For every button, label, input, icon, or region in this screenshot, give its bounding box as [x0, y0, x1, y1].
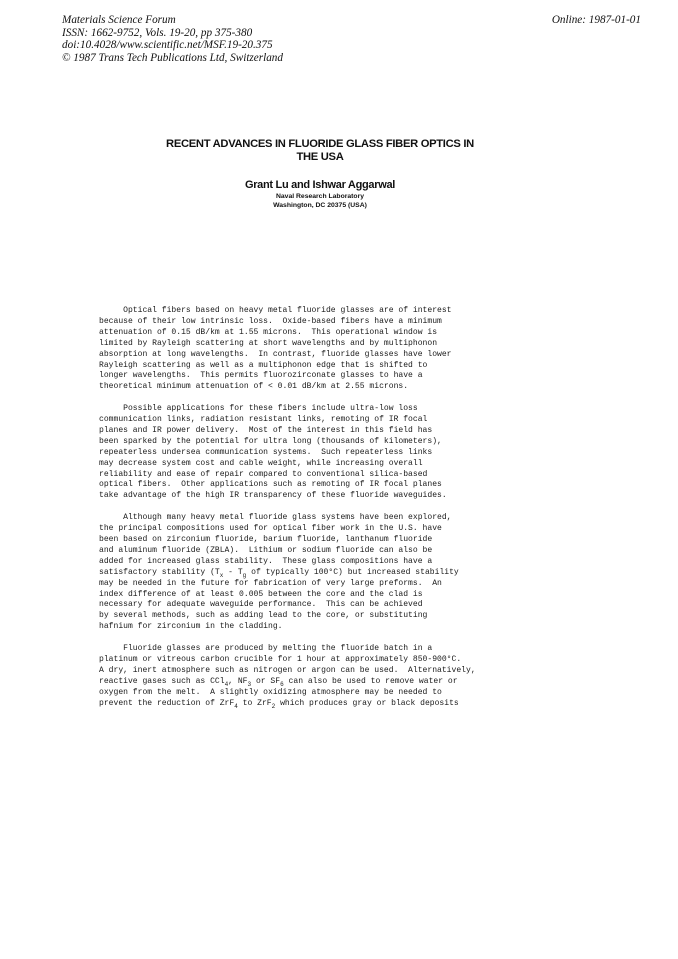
text-line: longer wavelengths. This permits fluorozirconate glasses to have a: [99, 371, 423, 381]
text-line: Although many heavy metal fluoride glass systems have been explored,: [99, 513, 452, 523]
text-line: absorption at long wavelengths. In contrast, fluoride glasses have lower: [99, 349, 452, 359]
affiliation-line-2: Washington, DC 20375 (USA): [273, 201, 367, 209]
text-line: by several methods, such as adding lead to the core, or substituting: [99, 611, 428, 621]
text-line: satisfactory stability ($T_x - T_g$ of typically 100°C) but increased stability: [99, 567, 459, 579]
text-line: may decrease system cost and cable weight, while increasing overall: [99, 458, 423, 468]
paper-title: [140, 138, 500, 164]
text-line: planes and IR power delivery. Most of the interest in this field has: [99, 425, 433, 435]
text-line: reactive gases such as CCl$_4$, $NF_3$ or $SF_6$ can also be used to remove water or: [99, 676, 458, 688]
text-line: because of their low intrinsic loss. Oxide-based fibers have a minimum: [99, 316, 442, 326]
text-line: the principal compositions used for optical fiber work in the U.S. have: [99, 524, 442, 534]
text-line: added for increased glass stability. These glass compositions have a: [99, 556, 433, 566]
title-line-1: RECENT ADVANCES IN FLUORIDE GLASS FIBER OPTICS IN: [166, 138, 474, 150]
text-line: platinum or vitreous carbon crucible for 1 hour at approximately 850-900°C.: [99, 654, 462, 664]
title-line-2: THE USA: [296, 151, 344, 163]
copyright-line: © 1987 Trans Tech Publications Ltd, Switzerland: [62, 51, 283, 64]
text-line: take advantage of the high IR transparency of these fluoride waveguides.: [99, 491, 447, 501]
text-line: may be needed in the future for fabrication of very large preforms. An: [99, 578, 442, 588]
text-line: communication links, radiation resistant links, remoting of IR focal: [99, 415, 428, 425]
text-line: Possible applications for these fibers include ultra-low loss: [99, 404, 418, 414]
citation-header: [62, 14, 283, 64]
text-line: necessary for adequate waveguide performance. This can be achieved: [99, 600, 423, 610]
text-line: been sparked by the potential for ultra long (thousands of kilometers),: [99, 436, 442, 446]
authors: Grant Lu and Ishwar Aggarwal: [244, 179, 396, 191]
issn-line: ISSN: 1662-9752, Vols. 19-20, pp 375-380: [62, 26, 253, 39]
affiliation: [140, 193, 500, 210]
text-line: A dry, inert atmosphere such as nitrogen or argon can be used. Alternatively,: [99, 665, 476, 675]
text-line: and aluminum fluoride (ZBLA). Lithium or sodium fluoride can also be: [99, 545, 433, 555]
text-line: oxygen from the melt. A slightly oxidizing atmosphere may be needed to: [99, 687, 442, 697]
paragraph-4: [99, 644, 476, 709]
body-text: [99, 306, 476, 720]
text-line: prevent the reduction of ZrF$_4$ to ZrF$_2$ which produces gray or black deposits: [99, 698, 459, 710]
text-line: attenuation of 0.15 dB/km at 1.55 microns. This operational window is: [99, 327, 438, 337]
paragraph-2: [99, 404, 476, 502]
text-line: limited by Rayleigh scattering at short wavelengths and by multiphonon: [99, 338, 438, 348]
journal-name: Materials Science Forum: [62, 14, 176, 26]
text-line: Rayleigh scattering as well as a multiphonon edge that is shifted to: [99, 360, 428, 370]
text-line: Fluoride glasses are produced by melting the fluoride batch in a: [99, 644, 433, 654]
paragraph-3: [99, 513, 476, 633]
text-line: repeaterless undersea communication systems. Such repeaterless links: [99, 447, 433, 457]
text-line: index difference of at least 0.005 between the core and the clad is: [99, 589, 423, 599]
online-date: Online: 1987-01-01: [551, 14, 641, 26]
text-line: optical fibers. Other applications such as remoting of IR focal planes: [99, 480, 442, 490]
affiliation-line-1: Naval Research Laboratory: [275, 193, 365, 200]
text-line: been based on zirconium fluoride, barium fluoride, lanthanum fluoride: [99, 535, 433, 544]
text-line: Optical fibers based on heavy metal fluoride glasses are of interest: [99, 306, 452, 315]
text-line: theoretical minimum attenuation of < 0.01 dB/km at 2.55 microns.: [99, 382, 409, 392]
text-line: hafnium for zirconium in the cladding.: [99, 622, 283, 632]
text-line: reliability and ease of repair compared to conventional silica-based: [99, 469, 428, 479]
doi-line: doi:10.4028/www.scientific.net/MSF.19-20.375: [62, 39, 273, 51]
paragraph-1: [99, 306, 476, 393]
